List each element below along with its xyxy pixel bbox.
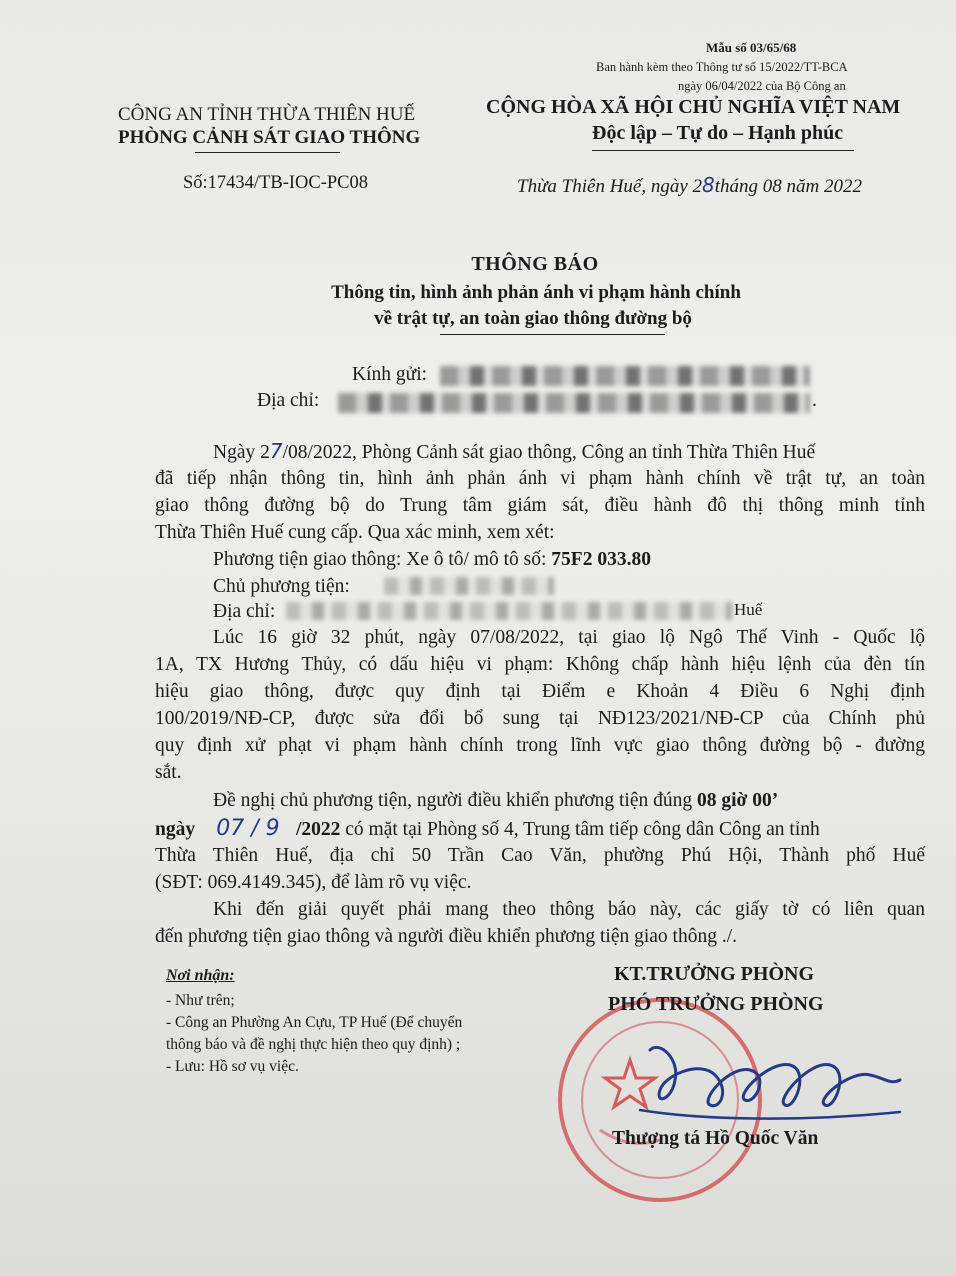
form-number: Mẫu số 03/65/68 <box>706 40 797 55</box>
closing-line1: Khi đến giải quyết phải mang theo thông báo này, các giấy tờ có liên quan <box>213 899 925 920</box>
org-underline <box>195 152 340 153</box>
national-title: CỘNG HÒA XÃ HỘI CHỦ NGHĨA VIỆT NAM <box>486 96 901 118</box>
redacted-address <box>338 393 810 413</box>
recipients-item-3: thông báo và đề nghị thực hiện theo quy định) ; <box>166 1036 461 1053</box>
redacted-recipient <box>440 366 810 386</box>
document-number: Số:17434/TB-IOC-PC08 <box>183 173 369 193</box>
violation-line3: hiệu giao thông, được quy định tại Điểm e Khoản 4 Điều 6 Nghị định <box>155 681 925 702</box>
p1-line3: giao thông đường bộ do Trung tâm giám sát, điều hành đô thị thông minh tỉnh <box>155 495 925 516</box>
request-line2: ngày 07 / 9 /2022 có mặt tại Phòng số 4, Trung tâm tiếp công dân Công an tỉnh <box>155 816 820 841</box>
violation-line6: sắt. <box>155 762 182 783</box>
org-name: PHÒNG CẢNH SÁT GIAO THÔNG <box>118 127 421 148</box>
handwritten-signature <box>620 1020 910 1130</box>
violation-line4: 100/2019/NĐ-CP, được sửa đổi bổ sung tại NĐ123/2021/NĐ-CP của Chính phủ <box>155 708 925 729</box>
redacted-owner-address <box>286 602 732 620</box>
violation-line1: Lúc 16 giờ 32 phút, ngày 07/08/2022, tại giao lộ Ngô Thế Vinh - Quốc lộ <box>213 627 925 648</box>
issued-note-line1: Ban hành kèm theo Thông tư số 15/2022/TT-BCA <box>596 60 848 74</box>
redacted-owner <box>384 577 554 595</box>
p1-line4: Thừa Thiên Huế cung cấp. Qua xác minh, xem xét: <box>155 522 555 543</box>
violation-line2: 1A, TX Hương Thủy, có dấu hiệu vi phạm: Không chấp hành hiệu lệnh của đèn tín <box>155 654 925 675</box>
violation-line5: quy định xử phạt vi phạm hành chính trong lĩnh vực giao thông đường bộ - đường <box>155 735 925 756</box>
document-title: THÔNG BÁO <box>471 253 599 275</box>
request-line3: Thừa Thiên Huế, địa chỉ 50 Trần Cao Văn, phường Phú Hội, Thành phố Huế <box>155 845 925 866</box>
recipients-item-1: - Như trên; <box>166 992 235 1009</box>
handwritten-day-7: 7 <box>269 439 283 463</box>
recipients-item-4: - Lưu: Hồ sơ vụ việc. <box>166 1058 299 1075</box>
vehicle-plate: 75F2 033.80 <box>551 549 651 570</box>
issued-note-line2: ngày 06/04/2022 của Bộ Công an <box>678 79 846 93</box>
recipients-title: Nơi nhận: <box>166 967 235 984</box>
address-end: . <box>812 390 817 411</box>
owner-address-tail: Huế <box>734 600 763 619</box>
document-subtitle-2: về trật tự, an toàn giao thông đường bộ <box>374 308 692 329</box>
p1-line1: Ngày 27/08/2022, Phòng Cảnh sát giao thông, Công an tỉnh Thừa Thiên Huế <box>213 439 816 463</box>
place-date: Thừa Thiên Huế, ngày 28tháng 08 năm 2022 <box>517 173 863 197</box>
document-subtitle-1: Thông tin, hình ảnh phản ánh vi phạm hành chính <box>331 282 741 303</box>
recipient-label: Kính gửi: <box>352 364 428 385</box>
org-parent: CÔNG AN TỈNH THỪA THIÊN HUẾ <box>118 104 416 125</box>
p1-line2: đã tiếp nhận thông tin, hình ảnh phản ánh vi phạm hành chính về trật tự, an toàn <box>155 468 925 489</box>
national-motto: Độc lập – Tự do – Hạnh phúc <box>592 122 844 144</box>
owner-label: Chủ phương tiện: <box>213 576 350 597</box>
motto-underline <box>592 150 854 151</box>
subtitle-underline <box>440 334 665 335</box>
handwritten-day: 8 <box>702 173 715 197</box>
signer-title-1: KT.TRƯỞNG PHÒNG <box>614 963 814 985</box>
owner-address-label: Địa chỉ: <box>213 601 276 622</box>
handwritten-appointment-date: 07 / 9 <box>216 816 280 841</box>
vehicle-line: Phương tiện giao thông: Xe ô tô/ mô tô số: 75F2 033.80 <box>213 549 651 570</box>
address-label: Địa chỉ: <box>257 390 320 411</box>
request-line1: Đề nghị chủ phương tiện, người điều khiển phương tiện đúng 08 giờ 00’ <box>213 790 779 811</box>
request-line4: (SĐT: 069.4149.345), để làm rõ vụ việc. <box>155 872 472 893</box>
recipients-item-2: - Công an Phường An Cựu, TP Huế (Để chuyển <box>166 1014 463 1031</box>
closing-line2: đến phương tiện giao thông và người điều khiển phương tiện giao thông ./. <box>155 926 738 947</box>
signer-name: Thượng tá Hồ Quốc Văn <box>612 1128 819 1149</box>
signer-title-2: PHÓ TRƯỞNG PHÒNG <box>608 993 824 1015</box>
